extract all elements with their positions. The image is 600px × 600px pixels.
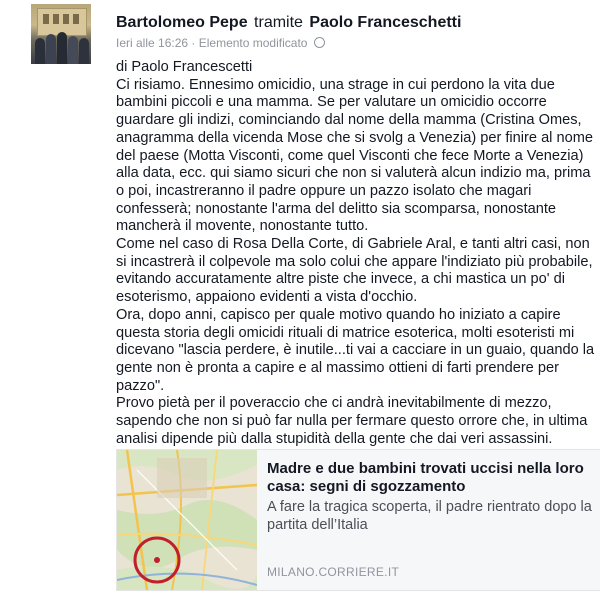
link-title[interactable]: Madre e due bambini trovati uccisi nella loro casa: segni di sgozzamento — [267, 460, 584, 495]
post-paragraph: Come nel caso di Rosa Della Corte, di Gabriele Aral, e tanti altri casi, non si incastrerà il colpevole ma solo colui che appare l'indiziato più probabile, evitando accuratamente altre piste che invece, a chi mastica un po' di esoterismo, appaiono evidenti a vista d'occhio. — [116, 236, 593, 306]
map-image — [117, 450, 257, 590]
post-paragraph: di Paolo Francescetti Ci risiamo. Ennesimo omicidio, una strage in cui perdono la vita due bambini piccoli e una mamma. Se per valutare un omicidio occorre guardare gli indizi, cominciando dal nome della mamma (Cristina Omes, anagramma della vicenda Mose che si svolg a Venezia) per finire al nome del paese (Motta Visconti, come quel Visconti che fece Morte a Venezia) alla data, ecc. qui siamo sicuri che non si valuterà alcun indizio ma, prima o poi, incastreranno il padre oppure un pazzo isolato che magari confesserà; nonostante l'arma del delitto sia scomparsa, nonostante mancherà il movente, nonostante tutto. — [116, 59, 593, 235]
link-description: A fare la tragica scoperta, il padre rientrato dopo la partita dell’Italia — [267, 499, 592, 533]
link-source: MILANO.CORRIERE.IT — [267, 565, 400, 579]
link-preview-card[interactable] — [116, 449, 600, 591]
shared-from-link[interactable]: Paolo Franceschetti — [309, 14, 462, 31]
post-body — [116, 59, 596, 448]
meta-separator: · — [191, 36, 196, 50]
post-paragraph: Ora, dopo anni, capisco per quale motivo quando ho iniziato a capire questa storia degli omicidi rituali di matrice esoterica, molti esoteristi mi dicevano "lascia perdere, è inutile...ti vai a cacciare in un guaio, quando la gente non è pronta a capire e al massimo ottieni di farti prendere per pazzo". — [116, 306, 595, 394]
map-thumbnail[interactable] — [117, 450, 257, 590]
author-avatar[interactable] — [31, 4, 91, 64]
post-header — [116, 14, 461, 32]
post-meta — [116, 36, 325, 50]
post-timestamp[interactable]: Ieri alle 16:26 — [116, 36, 189, 50]
via-text: tramite — [254, 14, 303, 31]
post-paragraph: Provo pietà per il poveraccio che ci andrà inevitabilmente di mezzo, sapendo che non si può far nulla per fermare questo orrore che, in ultima analisi dipende più dalla stupidità della gente che dai veri assassini. — [116, 395, 588, 447]
author-name-link[interactable]: Bartolomeo Pepe — [116, 14, 248, 31]
globe-icon[interactable] — [314, 37, 325, 48]
edited-label[interactable]: Elemento modificato — [198, 36, 308, 50]
